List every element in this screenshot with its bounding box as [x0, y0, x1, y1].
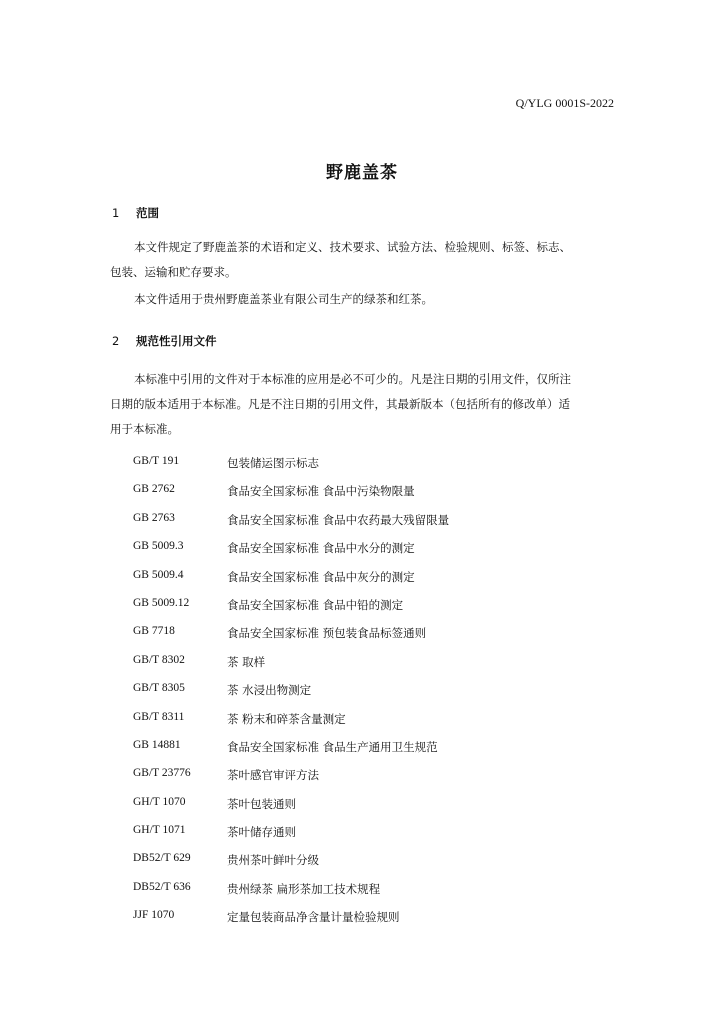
document-title: 野鹿盖茶: [326, 163, 398, 183]
reference-row: [133, 625, 613, 653]
reference-code: GB 5009.3: [133, 540, 184, 553]
reference-row: [133, 739, 613, 767]
reference-title: 包装储运图示标志: [227, 456, 319, 470]
reference-code: GH/T 1070: [133, 795, 186, 808]
reference-title: 贵州绿茶 扁形茶加工技术规程: [227, 881, 381, 896]
reference-row: [133, 852, 613, 880]
reference-code: DB52/T 636: [133, 880, 191, 893]
reference-row: [133, 682, 613, 710]
section-title: 规范性引用文件: [136, 334, 217, 348]
reference-code: GB 2763: [133, 511, 175, 524]
reference-title: 食品安全国家标准 食品中水分的测定: [227, 541, 415, 556]
reference-code: GB 5009.4: [133, 568, 184, 581]
reference-row: [133, 597, 613, 625]
reference-title: 食品安全国家标准 食品中灰分的测定: [227, 569, 415, 584]
reference-row: [133, 796, 613, 824]
paragraph-line: 本文件规定了野鹿盖茶的术语和定义、技术要求、试验方法、检验规则、标签、标志、: [134, 240, 571, 254]
reference-row: [133, 711, 613, 739]
reference-title: 食品安全国家标准 食品中污染物限量: [227, 484, 415, 499]
section-1-paragraph-1: [110, 235, 614, 285]
reference-title: 食品安全国家标准 食品中农药最大残留限量: [227, 512, 450, 527]
reference-title: 茶叶感官审评方法: [227, 768, 319, 783]
reference-title: 茶叶包装通则: [227, 796, 296, 811]
reference-list: [133, 455, 613, 938]
paragraph-line: 用于本标准。: [110, 422, 179, 436]
reference-title: 食品安全国家标准 食品中铅的测定: [227, 597, 404, 612]
reference-title: 食品安全国家标准 食品生产通用卫生规范: [227, 739, 438, 754]
reference-code: GB 14881: [133, 738, 181, 751]
reference-code: GB/T 191: [133, 455, 180, 467]
paragraph-line: 日期的版本适用于本标准。凡是不注日期的引用文件，其最新版本（包括所有的修改单）适: [110, 397, 570, 411]
reference-code: GB 7718: [133, 625, 175, 638]
reference-title: 茶 粉末和碎茶含量测定: [227, 711, 346, 726]
reference-code: GB/T 8305: [133, 682, 185, 695]
reference-title: 食品安全国家标准 预包装食品标签通则: [227, 626, 427, 641]
reference-title: 茶 水浸出物测定: [227, 683, 312, 698]
reference-title: 贵州茶叶鲜叶分级: [227, 853, 319, 868]
reference-row: [133, 540, 613, 568]
reference-code: GB/T 8311: [133, 710, 185, 723]
reference-row: [133, 824, 613, 852]
reference-row: [133, 455, 613, 483]
paragraph-line: 本文件适用于贵州野鹿盖茶业有限公司生产的绿茶和红茶。: [134, 292, 433, 306]
reference-row: [133, 483, 613, 511]
reference-code: DB52/T 629: [133, 852, 191, 865]
section-title: 范围: [136, 206, 159, 220]
standard-code: Q/YLG 0001S-2022: [515, 96, 614, 110]
section-1-heading: [112, 205, 159, 221]
reference-row: [133, 569, 613, 597]
section-number: 2: [112, 334, 120, 348]
reference-code: GB/T 8302: [133, 653, 185, 666]
reference-code: GB 5009.12: [133, 596, 190, 609]
reference-code: GH/T 1071: [133, 824, 186, 837]
paragraph-line: 包装、运输和贮存要求。: [110, 265, 237, 279]
reference-code: JJF 1070: [133, 909, 175, 922]
section-number: 1: [112, 206, 120, 220]
section-2-heading: [112, 333, 217, 349]
reference-code: GB/T 23776: [133, 767, 191, 780]
reference-row: [133, 881, 613, 909]
paragraph-line: 本标准中引用的文件对于本标准的应用是必不可少的。凡是注日期的引用文件，仅所注: [134, 372, 571, 386]
reference-row: [133, 909, 613, 937]
reference-row: [133, 767, 613, 795]
section-2-paragraph-1: [110, 367, 614, 442]
reference-row: [133, 654, 613, 682]
reference-title: 定量包装商品净含量计量检验规则: [227, 910, 400, 925]
reference-title: 茶叶储存通则: [227, 825, 296, 840]
section-1-paragraph-2: [110, 287, 614, 312]
reference-title: 茶 取样: [227, 654, 266, 669]
reference-code: GB 2762: [133, 483, 175, 496]
reference-row: [133, 512, 613, 540]
